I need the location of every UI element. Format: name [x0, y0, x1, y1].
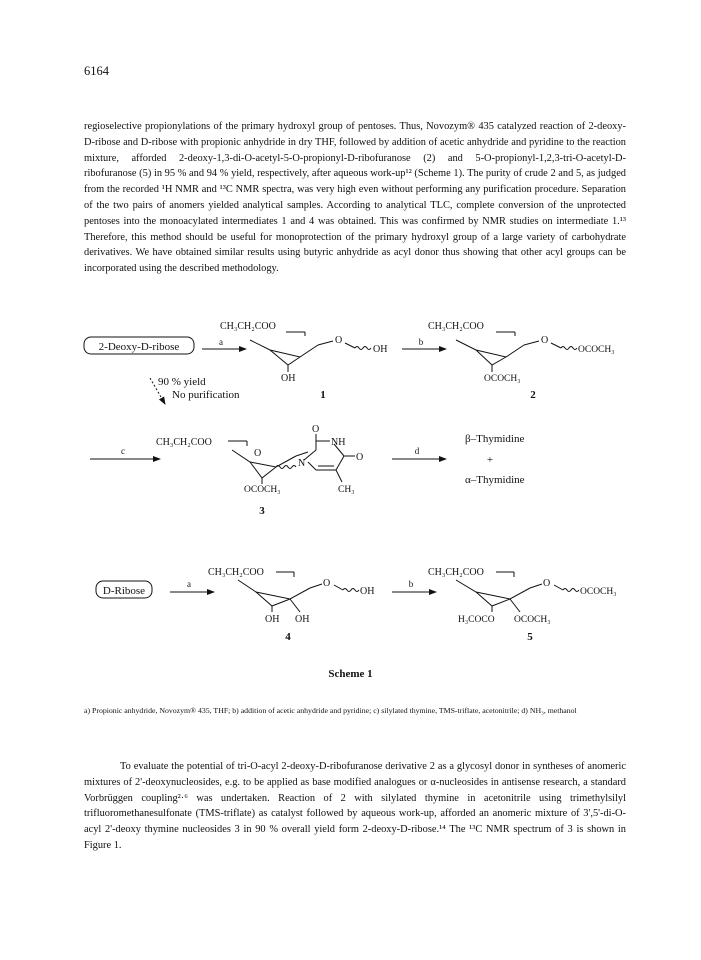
purification-note: No purification [172, 389, 240, 401]
compound-3-ring-o: O [254, 448, 262, 459]
compound-5-c2-ococh3: OCOCH₃ [514, 615, 551, 625]
deoxyribose-label: 2-Deoxy-D-ribose [98, 341, 180, 353]
compound-3-n: N [298, 458, 306, 469]
alpha-thymidine: α–Thymidine [465, 474, 525, 486]
compound-3-carbonyl-o-right: O [356, 452, 364, 463]
yield-note: 90 % yield [158, 376, 206, 388]
compound-5-anomeric-ococh3: OCOCH₃ [580, 587, 617, 597]
compound-5-c3-ococh3: H₃COCO [458, 615, 495, 625]
compound-2-propionyl: CH₃CH₂COO [428, 321, 484, 332]
compound-2-number: 2 [530, 389, 536, 401]
reaction-scheme [0, 300, 701, 670]
compound-3-propionyl: CH₃CH₂COO [156, 437, 212, 448]
compound-4-ring-o: O [323, 578, 331, 589]
compound-5-number: 5 [527, 631, 533, 643]
compound-3-ococh3: OCOCH₃ [244, 485, 281, 495]
compound-5-propionyl: CH₃CH₂COO [428, 567, 484, 578]
compound-4-propionyl: CH₃CH₂COO [208, 567, 264, 578]
compound-1-propionyl: CH₃CH₂COO [220, 321, 276, 332]
body-paragraph-2: To evaluate the potential of tri-O-acyl 2-deoxy-D-ribofuranose derivative 2 as a glycosyl donor in syntheses of anomeric mixtures of 2'-deoxynucleosides, e.g. to be applied as base modified analogues or α-nucleosides in antisense research, a standard Vorbrüggen coupling²·⁶ was undertaken. Reaction of 2 with silylated thymine in acetonitrile using trimethylsilyl trifluoromethanesulfonate (TMS-triflate) as catalyst followed by aqueous work-up, afforded an anomeric mixture of 3',5'-di-O-acyl 2'-deoxy thymine nucleosides 3 in 90 % overall yield form 2-deoxy-D-ribose.¹⁴ The ¹³C NMR spectrum of 3 is shown in Figure 1. [84, 761, 626, 851]
compound-2-structure [456, 332, 577, 372]
compound-4-number: 4 [285, 631, 291, 643]
ribose-label: D-Ribose [102, 585, 146, 597]
step-a-label-1: a [219, 337, 223, 347]
step-c-label: c [121, 446, 125, 456]
step-d-label: d [414, 446, 420, 456]
compound-2-ring-o: O [541, 335, 549, 346]
plus-sign: + [486, 454, 494, 466]
body-paragraph-1: regioselective propionylations of the primary hydroxyl group of pentoses. Thus, Novozym® 435 catalyzed reaction of 2-deoxy-D-ribose and D-ribose with propionic anhydride in dry THF, followed by addition of acetic anhydride and pyridine to the reaction mixture, afforded 2-deoxy-1,3-di-O-acetyl-5-O-propionyl-D-ribofuranose (2) and 5-O-propionyl-1,2,3-tri-O-acetyl-D-ribofuranose (5) in 95 % and 94 % yield, respectively, after aqueous work-up¹² (Scheme 1). The purity of crude 2 and 5, as judged from the recorded ¹H NMR and ¹³C NMR spectra, was very high even without performing any purification procedure. Separation of the two pairs of anomers yielded analytical samples. According to analytical TLC, complete conversion of the unprotected pentoses into the monoacylated intermediates 1 and 4 was obtained. This was confirmed by NMR studies on intermediate 1.¹³ Therefore, this method should be useful for monoprotection of the primary hydroxyl group of a large variety of carbohydrate derivatives. We have obtained similar results using butyric anhydride as acyl donor thus showing that other acyl groups can be incorporated using the described methodology. [84, 121, 626, 275]
compound-1-ring-o: O [335, 335, 343, 346]
compound-2-c3-ococh3: OCOCH₃ [484, 374, 521, 384]
scheme-footnote: a) Propionic anhydride, Novozym® 435, THF; b) addition of acetic anhydride and pyridine; c) silylated thymine, TMS-triflate, acetonitrile; d) NH₃, methanol [84, 706, 577, 715]
compound-5-ring-o: O [543, 578, 551, 589]
compound-4-anomeric-oh: OH [360, 586, 375, 597]
compound-2-anomeric-ococh3: OCOCH₃ [578, 345, 615, 355]
compound-4-c2-oh: OH [295, 614, 310, 625]
step-b-label-2: b [408, 579, 414, 589]
compound-4-structure [238, 572, 359, 612]
beta-thymidine: β–Thymidine [465, 433, 525, 445]
compound-3-carbonyl-o-top: O [312, 424, 320, 435]
compound-1-anomeric-oh: OH [373, 344, 388, 355]
page-number: 6164 [84, 64, 109, 78]
scheme-caption: Scheme 1 [328, 668, 373, 680]
compound-1-structure [250, 332, 371, 372]
compound-5-structure [456, 572, 579, 612]
step-b-label-1: b [418, 337, 424, 347]
compound-4-c3-oh: OH [265, 614, 280, 625]
compound-1-number: 1 [320, 389, 326, 401]
step-a-label-2: a [187, 579, 191, 589]
compound-3-number: 3 [259, 505, 265, 517]
compound-3-ch3: CH₃ [338, 485, 355, 495]
compound-3-nh: NH [331, 437, 346, 448]
compound-1-c3-oh: OH [281, 373, 296, 384]
